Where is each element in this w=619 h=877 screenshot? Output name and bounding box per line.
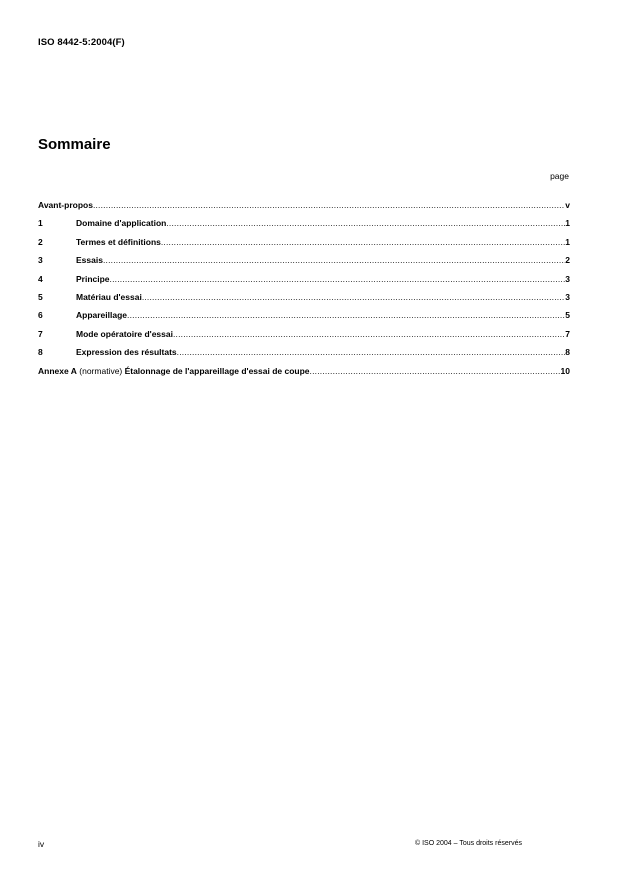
footer-page-number: iv xyxy=(38,839,45,849)
annex-qualifier: (normative) xyxy=(79,365,123,376)
toc-entry-page: 5 xyxy=(565,310,570,321)
toc-entry-title: Expression des résultats xyxy=(76,347,177,358)
toc-entry-page: 7 xyxy=(565,328,570,339)
toc-entry-annex-a[interactable] xyxy=(38,366,570,384)
footer-copyright: © ISO 2004 – Tous droits réservés xyxy=(415,840,522,847)
toc-entry-title: Mode opératoire d'essai xyxy=(76,328,173,339)
toc-leader-dots xyxy=(177,347,566,357)
document-id: ISO 8442-5:2004(F) xyxy=(38,37,125,48)
toc-entry-page: 1 xyxy=(565,218,570,229)
toc-entry-page: 3 xyxy=(565,291,570,302)
toc-entry-1[interactable] xyxy=(38,218,570,236)
toc-entry-number: 1 xyxy=(38,218,43,229)
toc-entry-5[interactable] xyxy=(38,292,570,310)
annex-title: Étalonnage de l'appareillage d'essai de coupe xyxy=(124,365,310,376)
annex-label: Annexe A xyxy=(38,365,77,376)
toc-entry-number: 4 xyxy=(38,273,43,284)
toc-leader-dots xyxy=(310,366,561,376)
toc-entry-number: 7 xyxy=(38,328,43,339)
toc-leader-dots xyxy=(161,237,565,247)
toc-entry-6[interactable] xyxy=(38,310,570,328)
toc-leader-dots xyxy=(142,292,565,302)
toc-entry-title: Appareillage xyxy=(76,310,128,321)
toc-entry-7[interactable] xyxy=(38,329,570,347)
toc-entry-page: 3 xyxy=(565,273,570,284)
toc-entry-page: 1 xyxy=(565,236,570,247)
toc-entry-title: Principe xyxy=(76,273,110,284)
toc-leader-dots xyxy=(173,329,565,339)
toc-entry-page: 8 xyxy=(565,347,570,358)
toc-entry-page: 2 xyxy=(565,255,570,266)
table-of-contents xyxy=(38,200,570,384)
toc-entry-title: Termes et définitions xyxy=(76,236,161,247)
toc-leader-dots xyxy=(110,274,566,284)
page-column-label: page xyxy=(550,171,569,181)
page-title: Sommaire xyxy=(38,136,111,153)
toc-leader-dots xyxy=(103,255,565,265)
toc-leader-dots xyxy=(127,310,565,320)
toc-entry-page: 10 xyxy=(560,365,570,376)
toc-entry-number: 8 xyxy=(38,347,43,358)
toc-entry-title: Domaine d'application xyxy=(76,218,167,229)
toc-entry-3[interactable] xyxy=(38,255,570,273)
toc-entry-page: v xyxy=(565,200,570,210)
toc-entry-8[interactable] xyxy=(38,347,570,365)
toc-entry-number: 6 xyxy=(38,310,43,321)
toc-entry-foreword[interactable] xyxy=(38,200,570,218)
toc-entry-number: 2 xyxy=(38,236,43,247)
toc-entry-title: Avant-propos xyxy=(38,200,93,210)
toc-entry-title: Matériau d'essai xyxy=(76,291,142,302)
toc-entry-2[interactable] xyxy=(38,237,570,255)
toc-leader-dots xyxy=(93,200,565,210)
toc-entry-title: Essais xyxy=(76,255,103,266)
toc-leader-dots xyxy=(166,218,565,228)
toc-entry-number: 5 xyxy=(38,291,43,302)
toc-entry-number: 3 xyxy=(38,255,43,266)
toc-entry-4[interactable] xyxy=(38,274,570,292)
